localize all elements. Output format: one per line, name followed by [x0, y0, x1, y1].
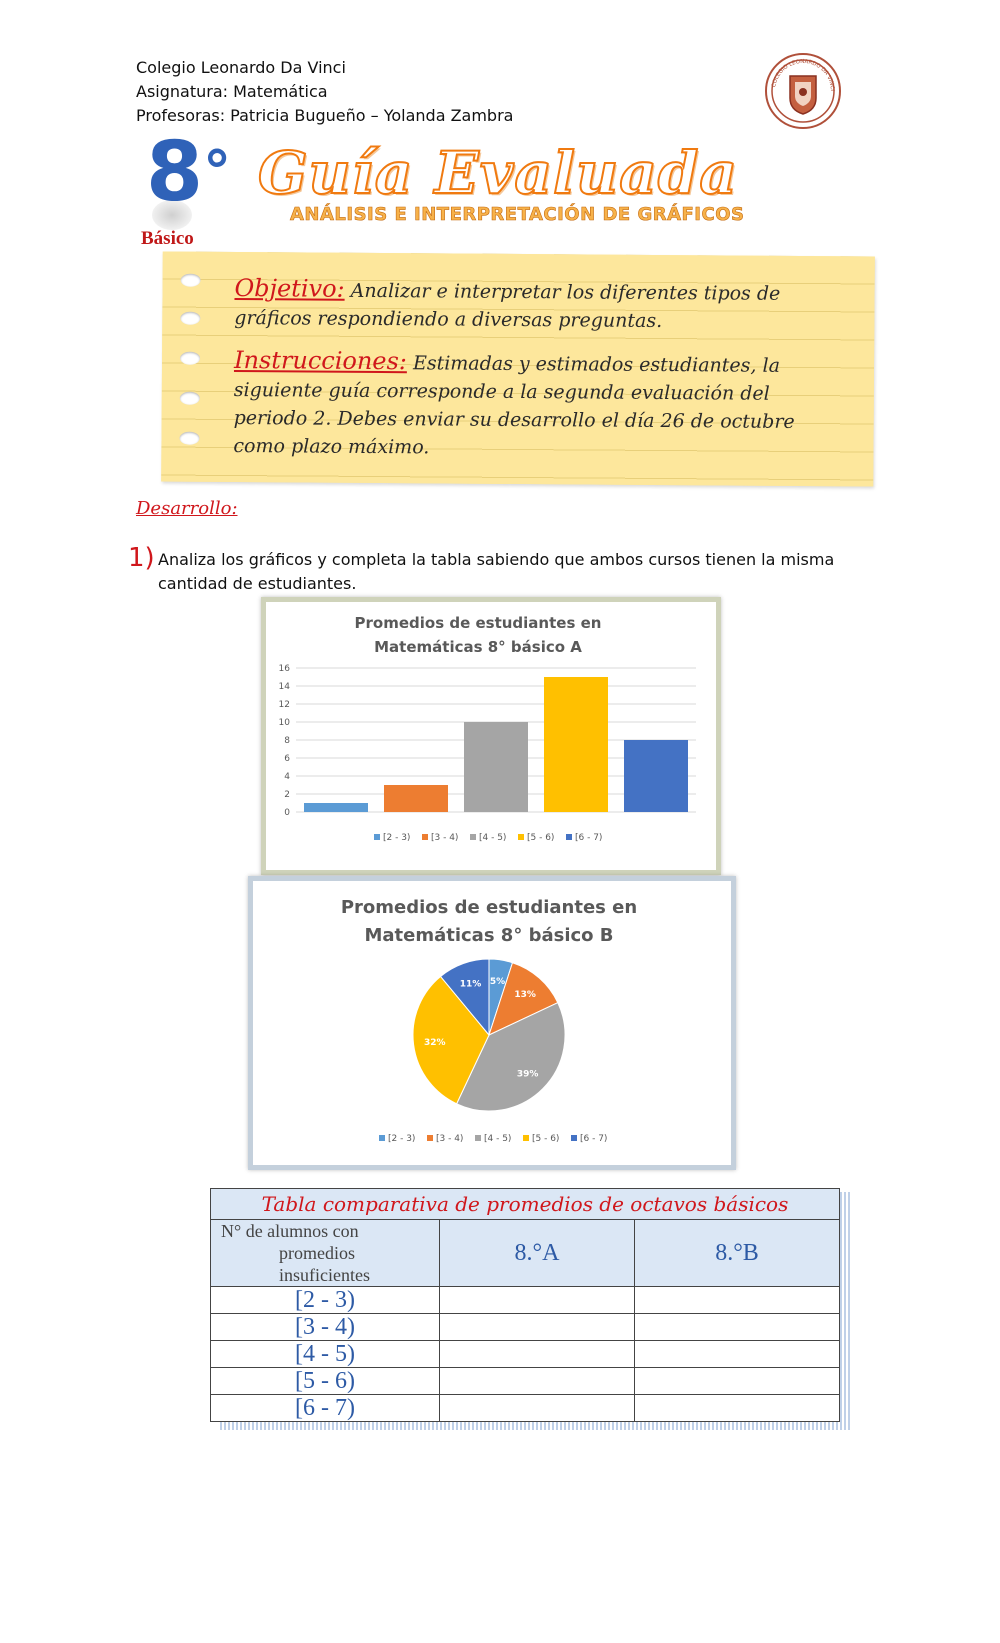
header-label-line: insuficientes	[279, 1265, 370, 1285]
objective-block	[234, 274, 844, 336]
answer-cell-8b[interactable]	[635, 1395, 840, 1422]
table-row	[211, 1314, 840, 1341]
legend-swatch	[470, 834, 476, 840]
grade-level: Básico	[141, 228, 194, 249]
objective-text: Analizar e interpretar los diferentes tipos de gráficos respondiendo a diversas preguntas.	[234, 279, 781, 333]
answer-cell-8a[interactable]	[440, 1314, 635, 1341]
pie-chart-8b	[248, 876, 736, 1170]
bar	[624, 740, 688, 812]
y-tick-label: 16	[278, 664, 290, 674]
table-caption: Tabla comparativa de promedios de octavos básicos	[211, 1189, 840, 1220]
y-tick-label: 12	[278, 700, 290, 710]
row-label: [3 - 4)	[211, 1314, 440, 1341]
y-tick-label: 14	[278, 682, 290, 692]
bar	[464, 722, 528, 812]
table-row	[211, 1287, 840, 1314]
legend-swatch	[571, 1135, 577, 1141]
legend-label: [5 - 6)	[532, 1134, 560, 1144]
legend-label: [6 - 7)	[575, 833, 603, 843]
answer-cell-8b[interactable]	[635, 1287, 840, 1314]
legend-label: [3 - 4)	[436, 1134, 464, 1144]
legend-label: [3 - 4)	[431, 833, 459, 843]
section-title: Desarrollo:	[136, 498, 238, 519]
answer-cell-8a[interactable]	[440, 1395, 635, 1422]
y-tick-label: 8	[284, 736, 290, 746]
bar-chart-8a	[261, 597, 721, 875]
question-number: 1)	[128, 543, 155, 573]
answer-cell-8b[interactable]	[635, 1341, 840, 1368]
note-hole	[179, 432, 199, 445]
table-row	[211, 1395, 840, 1422]
page-subtitle: ANÁLISIS E INTERPRETACIÓN DE GRÁFICOS	[290, 204, 745, 225]
note-hole	[180, 392, 200, 405]
table-row	[211, 1341, 840, 1368]
slice-label: 5%	[489, 976, 506, 987]
header-8b: 8.°B	[635, 1220, 840, 1287]
table-row	[211, 1368, 840, 1395]
y-tick-label: 0	[284, 808, 290, 818]
subject-line: Asignatura: Matemática	[136, 82, 328, 101]
bar	[384, 785, 448, 812]
legend-label: [6 - 7)	[580, 1134, 608, 1144]
slice-label: 13%	[514, 989, 536, 1000]
y-tick-label: 2	[284, 790, 290, 800]
grade-degree: °	[203, 140, 232, 205]
slice-label: 39%	[516, 1069, 539, 1080]
grade-number	[146, 125, 232, 220]
row-label: [5 - 6)	[211, 1368, 440, 1395]
slice-label: 32%	[423, 1037, 446, 1048]
comparison-table	[210, 1188, 840, 1426]
grade-digit: 8	[146, 125, 204, 220]
pie-chart-svg	[253, 881, 731, 1165]
row-label: [4 - 5)	[211, 1341, 440, 1368]
page-title: Guía Evaluada	[258, 139, 738, 207]
seal-text: COLEGIO LEONARDO DA VINCI	[771, 58, 836, 92]
header-label-line: N° de alumnos con	[221, 1221, 359, 1241]
answer-cell-8b[interactable]	[635, 1368, 840, 1395]
note-hole	[180, 312, 200, 325]
legend-label: [4 - 5)	[484, 1134, 512, 1144]
chart-title-line: Promedios de estudiantes en	[354, 614, 602, 632]
legend-swatch	[374, 834, 380, 840]
answer-cell-8b[interactable]	[635, 1314, 840, 1341]
legend-swatch	[379, 1135, 385, 1141]
bar-chart-svg	[266, 602, 716, 870]
y-tick-label: 10	[278, 718, 290, 728]
answer-cell-8a[interactable]	[440, 1287, 635, 1314]
legend-label: [4 - 5)	[479, 833, 507, 843]
y-tick-label: 4	[284, 772, 290, 782]
legend-swatch	[475, 1135, 481, 1141]
answer-cell-8a[interactable]	[440, 1341, 635, 1368]
row-label: [2 - 3)	[211, 1287, 440, 1314]
comparison-table-grid	[210, 1188, 840, 1422]
header-label-line: promedios	[279, 1243, 355, 1263]
legend-swatch	[427, 1135, 433, 1141]
answer-cell-8a[interactable]	[440, 1368, 635, 1395]
y-tick-label: 6	[284, 754, 290, 764]
bar	[304, 803, 368, 812]
legend-swatch	[518, 834, 524, 840]
header-label-cell	[211, 1220, 440, 1287]
legend-label: [5 - 6)	[527, 833, 555, 843]
objective-label: Objetivo:	[234, 274, 345, 303]
chart-title-line: Matemáticas 8° básico A	[374, 638, 582, 656]
school-seal-icon	[764, 52, 842, 130]
bar	[544, 677, 608, 812]
school-name: Colegio Leonardo Da Vinci	[136, 58, 346, 77]
header-8a: 8.°A	[440, 1220, 635, 1287]
instructions-block	[233, 346, 844, 464]
note-hole	[181, 274, 201, 287]
teachers-line: Profesoras: Patricia Bugueño – Yolanda Zambra	[136, 106, 514, 125]
legend-label: [2 - 3)	[388, 1134, 416, 1144]
note-hole	[180, 352, 200, 365]
instructions-label: Instrucciones:	[233, 346, 408, 376]
question-text: Analiza los gráficos y completa la tabla sabiendo que ambos cursos tienen la misma cantidad de estudiantes.	[158, 550, 835, 593]
legend-swatch	[566, 834, 572, 840]
legend-swatch	[422, 834, 428, 840]
legend-swatch	[523, 1135, 529, 1141]
instructions-note	[161, 252, 875, 487]
instructions-text: Estimadas y estimados estudiantes, la siguiente guía corresponde a la segunda evaluación del periodo 2. Debes enviar su desarrollo el día 26 de octubre como plazo máximo.	[233, 352, 795, 459]
chart-title-line: Promedios de estudiantes en	[340, 897, 638, 918]
row-label: [6 - 7)	[211, 1395, 440, 1422]
legend-label: [2 - 3)	[383, 833, 411, 843]
slice-label: 11%	[459, 979, 482, 990]
chart-title-line: Matemáticas 8° básico B	[364, 925, 614, 946]
